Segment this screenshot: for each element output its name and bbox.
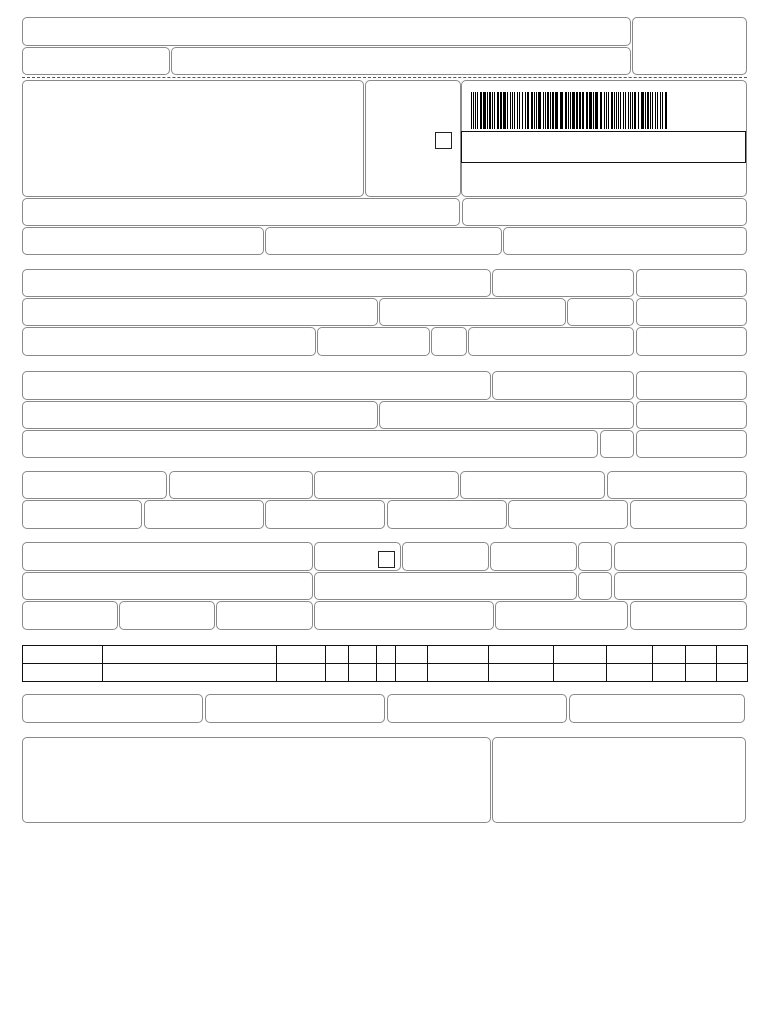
barcode-bar (647, 92, 649, 129)
pickup-zip-field (636, 401, 747, 429)
gross-weight-field (495, 601, 628, 630)
barcode-bar (512, 92, 513, 129)
carrier-ie-field (614, 572, 747, 600)
barcode-bar (611, 92, 613, 129)
barcode-bar (576, 92, 578, 129)
header-code-field (22, 47, 170, 75)
icms-value-field (169, 471, 313, 499)
barcode-bar (510, 92, 511, 129)
pickup-taxid-field (492, 371, 634, 400)
barcode-bar (477, 92, 478, 129)
barcode-bar (527, 92, 529, 129)
barcode-bar (494, 92, 495, 129)
barcode-bar (628, 92, 629, 129)
antt-code-field (402, 542, 489, 571)
barcode-bar (475, 92, 476, 129)
table-cell (717, 664, 748, 682)
pickup-ie-field (636, 371, 747, 400)
table-header-cell (428, 646, 489, 664)
volume-species-field (119, 601, 215, 630)
barcode-bar (480, 92, 482, 129)
barcode-bar (632, 92, 633, 129)
barcode-bar (650, 92, 651, 129)
barcode-bar (565, 92, 567, 129)
recipient-district-field (379, 298, 566, 326)
table-header-cell (554, 646, 607, 664)
table-cell (23, 664, 103, 682)
table-header-cell (277, 646, 326, 664)
table-header-cell (377, 646, 396, 664)
barcode-bar (489, 92, 491, 129)
substitute-registration-field (265, 227, 502, 255)
state-registration-field (22, 227, 264, 255)
barcode-bar (638, 92, 639, 129)
carrier-uf-field (578, 572, 612, 600)
barcode-bar (662, 92, 663, 129)
table-header-cell (103, 646, 277, 664)
barcode-bar (522, 92, 523, 129)
barcode-bar (641, 92, 644, 129)
barcode-bar (514, 92, 515, 129)
table-header-cell (607, 646, 653, 664)
barcode-bar (525, 92, 526, 129)
recipient-city-field (22, 327, 316, 356)
barcode-bar (620, 92, 621, 129)
barcode-bar (555, 92, 558, 129)
barcode-bar (560, 92, 563, 129)
table-cell (554, 664, 607, 682)
barcode-bar (606, 92, 607, 129)
barcode-bar (586, 92, 588, 129)
header-description-field (171, 47, 631, 75)
barcode-bar (550, 92, 551, 129)
barcode-bar (519, 92, 520, 129)
barcode-bar (570, 92, 571, 129)
table-cell (377, 664, 396, 682)
tax-id-field (503, 227, 747, 255)
freight-value-field (22, 500, 142, 529)
net-weight-field (630, 601, 747, 630)
barcode-bar (608, 92, 609, 129)
volume-brand-field (216, 601, 313, 630)
table-header-cell (717, 646, 748, 664)
barcode-bar (625, 92, 626, 129)
barcode-bar (534, 92, 535, 129)
recipient-address-field (22, 298, 378, 326)
vehicle-plate-field (490, 542, 577, 571)
table-header-cell (396, 646, 428, 664)
barcode-bar (645, 92, 646, 129)
carrier-city-field (314, 572, 577, 600)
pickup-district-field (379, 401, 634, 429)
table-header-cell (23, 646, 103, 664)
recipient-phone-field (317, 327, 430, 356)
pickup-address-field (22, 401, 378, 429)
exit-date-field (636, 298, 747, 326)
barcode-bar (497, 92, 499, 129)
freight-mode-checkbox[interactable] (378, 551, 395, 568)
barcode-bar (589, 92, 592, 129)
table-row (23, 664, 748, 682)
icms-st-value-field (460, 471, 605, 499)
header-logo-box (632, 17, 747, 75)
barcode-bar (660, 92, 661, 129)
barcode-bar (618, 92, 619, 129)
recipient-uf-field (431, 327, 467, 356)
access-key-field (461, 131, 746, 163)
discount-field (265, 500, 385, 529)
table-header-cell (686, 646, 717, 664)
barcode-bar (582, 92, 584, 129)
invoice-total-field (630, 500, 747, 529)
table-cell (277, 664, 326, 682)
issqn-base-field (387, 694, 567, 723)
barcode-bar (595, 92, 598, 129)
icms-base-field (22, 471, 167, 499)
barcode-bar (579, 92, 581, 129)
table-cell (653, 664, 686, 682)
barcode-bar (572, 92, 575, 129)
services-total-field (205, 694, 385, 723)
barcode-bar (473, 92, 474, 129)
other-expenses-field (387, 500, 507, 529)
insurance-value-field (144, 500, 264, 529)
table-cell (326, 664, 349, 682)
vehicle-uf-field (578, 542, 612, 571)
products-table (22, 645, 748, 682)
products-total-field (607, 471, 747, 499)
recipient-zip-field (567, 298, 634, 326)
table-cell (428, 664, 489, 682)
table-header-cell (326, 646, 349, 664)
barcode-bar (616, 92, 617, 129)
table-header-cell (489, 646, 554, 664)
table-header-cell (653, 646, 686, 664)
barcode-bar (657, 92, 658, 129)
barcode-bar (623, 92, 624, 129)
fiscal-reserve-field (492, 737, 746, 823)
barcode-bar (487, 92, 488, 129)
recipient-name-field (22, 269, 491, 297)
table-header-cell (349, 646, 377, 664)
pickup-city-field (22, 430, 598, 458)
issue-date-field (636, 269, 747, 297)
volume-quantity-field (22, 601, 118, 630)
ipi-value-field (508, 500, 628, 529)
barcode-bar (545, 92, 546, 129)
municipal-registration-field (22, 694, 203, 723)
option-checkbox[interactable] (435, 132, 452, 149)
barcode-bar (492, 92, 493, 129)
nature-field (22, 198, 460, 226)
barcode-bar (471, 92, 472, 129)
carrier-address-field (22, 572, 313, 600)
recipient-taxid-field (492, 269, 634, 297)
barcode-bar (655, 92, 656, 129)
header-title-field (22, 17, 631, 46)
additional-info-field (22, 737, 491, 823)
barcode-bar (652, 92, 653, 129)
table-header-row (23, 646, 748, 664)
table-cell (686, 664, 717, 682)
table-cell (349, 664, 377, 682)
volume-numbering-field (314, 601, 494, 630)
barcode-bar (614, 92, 615, 129)
barcode-image (471, 92, 669, 129)
barcode-bar (536, 92, 537, 129)
barcode-bar (568, 92, 569, 129)
issqn-value-field (569, 694, 745, 723)
barcode-bar (593, 92, 594, 129)
pickup-uf-field (600, 430, 634, 458)
pickup-name-field (22, 371, 491, 400)
barcode-bar (630, 92, 631, 129)
pickup-phone-field (636, 430, 747, 458)
cut-line (22, 77, 747, 78)
icms-st-base-field (314, 471, 459, 499)
protocol-field (462, 198, 747, 226)
recipient-ie-field (468, 327, 634, 356)
carrier-name-field (22, 542, 313, 571)
barcode-bar (634, 92, 636, 129)
barcode-bar (503, 92, 506, 129)
barcode-bar (500, 92, 502, 129)
barcode-bar (665, 92, 667, 129)
payee-block (22, 80, 364, 197)
barcode-bar (538, 92, 541, 129)
barcode-bar (543, 92, 544, 129)
table-cell (103, 664, 277, 682)
table-cell (396, 664, 428, 682)
table-cell (607, 664, 653, 682)
barcode-bar (552, 92, 554, 129)
barcode-bar (517, 92, 518, 129)
carrier-taxid-field (614, 542, 747, 571)
exit-time-field (636, 327, 747, 356)
barcode-bar (600, 92, 602, 129)
table-cell (489, 664, 554, 682)
barcode-bar (547, 92, 549, 129)
barcode-bar (531, 92, 533, 129)
barcode-bar (507, 92, 508, 129)
barcode-bar (483, 92, 486, 129)
barcode-bar (604, 92, 605, 129)
